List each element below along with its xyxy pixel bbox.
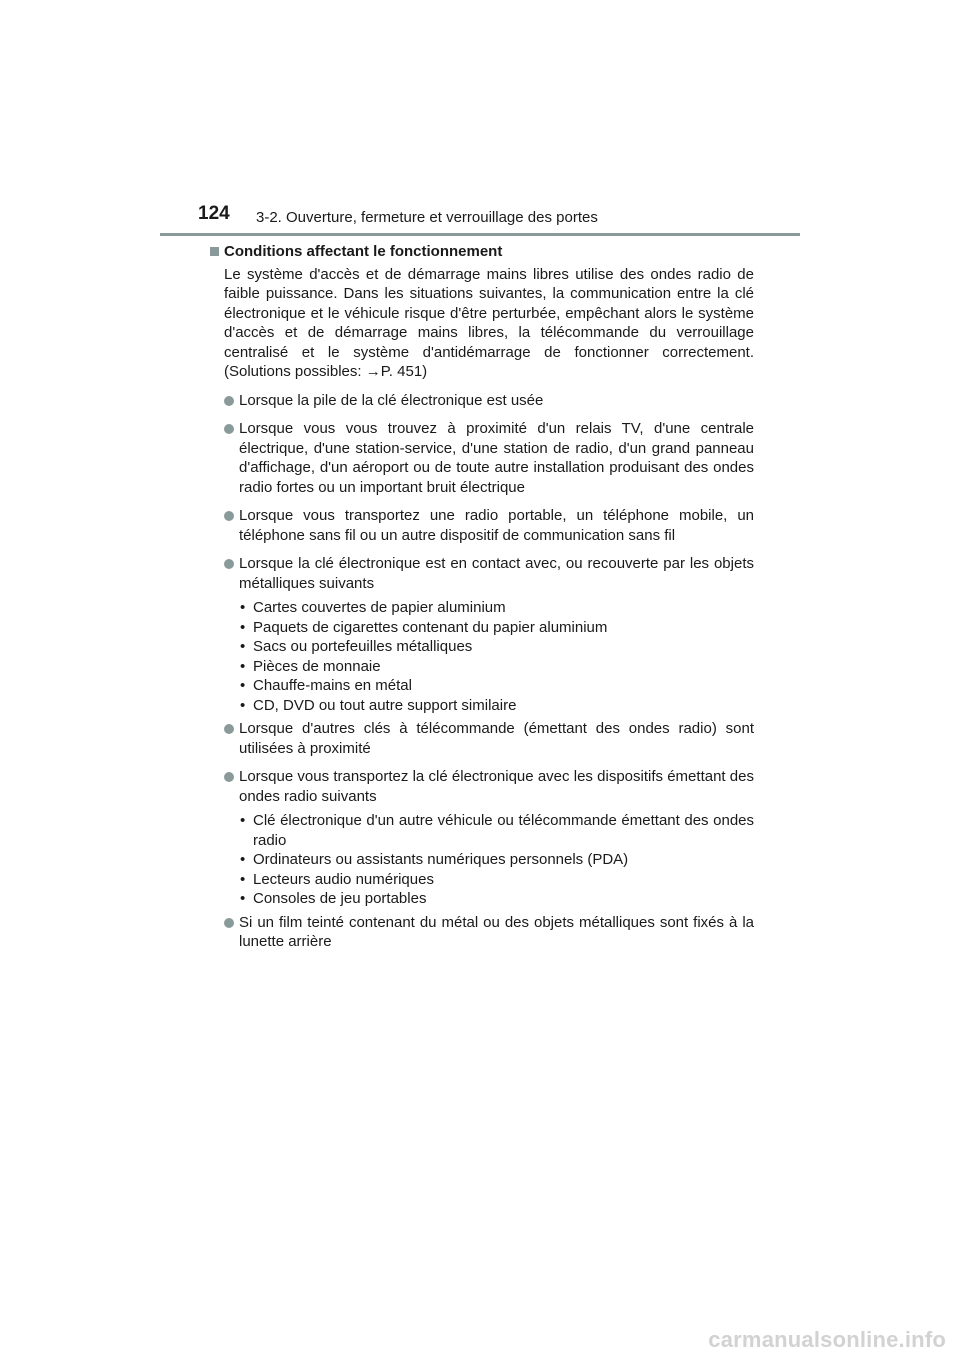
- sub-list-item: [210, 657, 754, 677]
- sub-list-item: [210, 811, 754, 850]
- sub-item-text: CD, DVD ou tout autre support similaire: [253, 696, 517, 714]
- dot-marker-icon: •: [240, 851, 246, 868]
- dot-marker-icon: •: [240, 890, 246, 907]
- bullet-list: [210, 391, 754, 952]
- bullet-item: [210, 767, 754, 806]
- bullet-item: [210, 913, 754, 952]
- sub-item-text: Clé électronique d'un autre véhicule ou télécommande émettant des ondes radio: [253, 812, 754, 849]
- dot-marker-icon: •: [240, 599, 246, 616]
- dot-marker-icon: •: [240, 696, 246, 714]
- circle-bullet-icon: [224, 396, 234, 406]
- bullet-text: Lorsque vous transportez la clé électronique avec les dispositifs émettant des ondes radio suivants: [239, 768, 754, 805]
- sub-list-item: [210, 870, 754, 890]
- content-body: [210, 242, 754, 961]
- sub-list: [210, 598, 754, 715]
- sub-item-text: Consoles de jeu portables: [253, 890, 427, 907]
- sub-item-text: Cartes couvertes de papier aluminium: [253, 599, 506, 616]
- watermark: carmanualsonline.info: [708, 1327, 946, 1352]
- circle-bullet-icon: [224, 918, 234, 928]
- circle-bullet-icon: [224, 559, 234, 569]
- bullet-item: [210, 391, 754, 411]
- bullet-text: Lorsque la pile de la clé électronique est usée: [239, 391, 544, 409]
- sub-list-item: [210, 676, 754, 696]
- circle-bullet-icon: [224, 724, 234, 734]
- sub-item-text: Chauffe-mains en métal: [253, 677, 412, 694]
- dot-marker-icon: •: [240, 812, 246, 829]
- sub-item-text: Sacs ou portefeuilles métalliques: [253, 638, 473, 655]
- dot-marker-icon: •: [240, 657, 246, 675]
- page-header: [198, 203, 800, 235]
- sub-list-item: [210, 637, 754, 657]
- page-number: 124: [198, 203, 230, 224]
- bullet-text: Lorsque la clé électronique est en contact avec, ou recouverte par les objets métalliques suivants: [239, 555, 754, 592]
- bullet-item: [210, 554, 754, 593]
- sub-item-text: Ordinateurs ou assistants numériques personnels (PDA): [253, 851, 629, 868]
- bullet-item: [210, 419, 754, 497]
- dot-marker-icon: •: [240, 618, 246, 636]
- dot-marker-icon: •: [240, 677, 246, 694]
- sub-list-item: [210, 598, 754, 618]
- bullet-text: Si un film teinté contenant du métal ou des objets métalliques sont fixés à la lunette arrière: [239, 913, 754, 950]
- header-rule: [160, 233, 800, 236]
- bullet-text: Lorsque vous vous trouvez à proximité d'un relais TV, d'une centrale électrique, d'une station-service, d'une station de radio, d'un grand panneau d'affichage, d'un aéroport ou de toute autre installation produisant des ondes radio fortes ou un important bruit électrique: [239, 420, 754, 496]
- square-bullet-icon: [210, 247, 219, 256]
- circle-bullet-icon: [224, 772, 234, 782]
- intro-paragraph: Le système d'accès et de démarrage mains libres utilise des ondes radio de faible puissance. Dans les situations suivantes, la communication entre la clé électronique et le véhicule risque d'être perturbée, empêchant alors le système d'accès et de démarrage mains libres, la télécommande du verrouillage centralisé et le système d'antidémarrage de fonctionner correctement. (Solutions possibles: →P. 451): [224, 265, 754, 380]
- section-heading: [210, 242, 754, 262]
- bullet-text: Lorsque d'autres clés à télécommande (émettant des ondes radio) sont utilisées à proximité: [239, 720, 754, 757]
- sub-list-item: [210, 696, 754, 716]
- bullet-item: [210, 506, 754, 545]
- sub-list: [210, 811, 754, 909]
- sub-item-text: Pièces de monnaie: [253, 657, 381, 675]
- dot-marker-icon: •: [240, 638, 246, 655]
- bullet-item: [210, 719, 754, 758]
- circle-bullet-icon: [224, 424, 234, 434]
- sub-list-item: [210, 889, 754, 909]
- section-heading-text: Conditions affectant le fonctionnement: [224, 243, 503, 260]
- sub-item-text: Lecteurs audio numériques: [253, 870, 434, 888]
- sub-list-item: [210, 850, 754, 870]
- sub-list-item: [210, 618, 754, 638]
- section-title: 3-2. Ouverture, fermeture et verrouillage des portes: [256, 209, 598, 226]
- sub-item-text: Paquets de cigarettes contenant du papier aluminium: [253, 618, 608, 636]
- bullet-text: Lorsque vous transportez une radio portable, un téléphone mobile, un téléphone sans fil ou un autre dispositif de communication sans fil: [239, 507, 754, 544]
- circle-bullet-icon: [224, 511, 234, 521]
- dot-marker-icon: •: [240, 870, 246, 888]
